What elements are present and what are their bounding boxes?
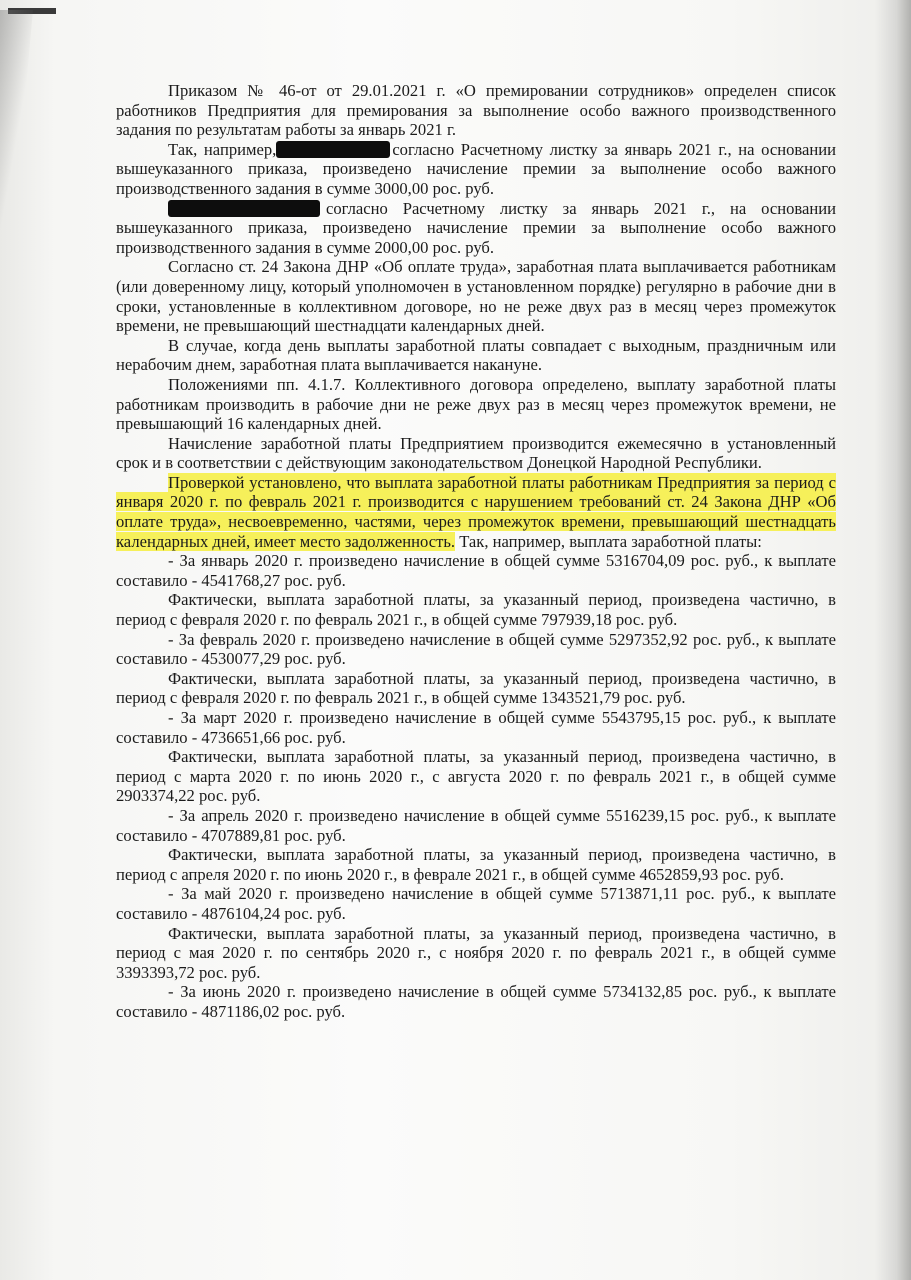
highlighted-finding: Проверкой установлено, что выплата заработной платы работникам Предприятия за период с января 2020 г. по февраль 2021 г. производится с нарушением требований ст. 24 Закона ДНР «Об оплате труда», несвоевременно, частями, через промежуток времени, превышающий шестнадцать календарных дней, имеет место задолженность. [116,472,836,551]
paragraph-example-2-rest: согласно Расчетному листку за январь 2021 г., на основании вышеуказанного приказа, произведено начисление премии за выполнение особо важного производственного задания в сумме 2000,00 рос. руб. [116,198,836,257]
item-april-accrual: - За апрель 2020 г. произведено начисление в общей сумме 5516239,15 рос. руб., к выплате составило - 4707889,81 рос. руб. [116,805,836,845]
paragraph-article-24: Согласно ст. 24 Закона ДНР «Об оплате труда», заработная плата выплачивается работникам (или доверенному лицу, который уполномочен в установленном порядке) регулярно в рабочие дни в сроки, установленные в коллективном договоре, но не реже двух раз в месяц через промежуток времени, не превышающий шестнадцати календарных дней. [116,257,836,336]
scan-edge-shadow [875,0,911,1280]
paragraph-example-1 [116,140,836,199]
document-body [116,81,836,1022]
item-march-paid: Фактически, выплата заработной платы, за указанный период, произведена частично, в период с марта 2020 г. по июнь 2020 г., с августа 2020 г. по февраль 2021 г., в общей сумме 2903374,22 рос. руб. [116,747,836,806]
item-june-accrual: - За июнь 2020 г. произведено начисление в общей сумме 5734132,85 рос. руб., к выплате составило - 4871186,02 рос. руб. [116,982,836,1021]
item-march-accrual: - За март 2020 г. произведено начисление в общей сумме 5543795,15 рос. руб., к выплате составило - 4736651,66 рос. руб. [116,708,836,747]
item-january-paid: Фактически, выплата заработной платы, за указанный период, произведена частично, в период с февраля 2020 г. по февраль 2021 г., в общей сумме 797939,18 рос. руб. [116,590,836,630]
paragraph-order-46: Приказом № 46-от от 29.01.2021 г. «О премировании сотрудников» определен список работников Предприятия для премирования за выполнение особо важного производственного задания по результатам работы за январь 2021 г. [116,81,836,140]
item-may-accrual: - За май 2020 г. произведено начисление в общей сумме 5713871,11 рос. руб., к выплате составило - 4876104,24 рос. руб. [116,884,836,923]
item-may-paid: Фактически, выплата заработной платы, за указанный период, произведена частично, в период с мая 2020 г. по сентябрь 2020 г., с ноября 2020 г. по февраль 2021 г., в общей сумме 3393393,72 рос. руб. [116,923,836,982]
item-january-accrual: - За январь 2020 г. произведено начисление в общей сумме 5316704,09 рос. руб., к выплате составило - 4541768,27 рос. руб. [116,551,836,590]
paragraph-example-1-lead: Так, например, [168,139,277,159]
paragraph-accrual: Начисление заработной платы Предприятием производится ежемесячно в установленный срок и в соответствии с действующим законодательством Донецкой Народной Республики. [116,433,836,473]
item-february-paid: Фактически, выплата заработной платы, за указанный период, произведена частично, в период с февраля 2020 г. по февраль 2021 г., в общей сумме 1343521,79 рос. руб. [116,668,836,708]
paragraph-example-1-rest: согласно Расчетному листку за январь 2021 г., на основании вышеуказанного приказа, произведено начисление премии за выполнение особо важного производственного задания в сумме 3000,00 рос. руб. [116,139,837,198]
paragraph-inspection-finding [116,473,836,551]
paragraph-example-2 [116,199,836,258]
paragraph-collective-agreement: Положениями пп. 4.1.7. Коллективного договора определено, выплату заработной платы работникам производить в рабочие дни не реже двух раз в месяц через промежуток времени, не превышающий 16 календарных дней. [116,374,836,434]
item-february-accrual: - За февраль 2020 г. произведено начисление в общей сумме 5297352,92 рос. руб., к выплате составило - 4530077,29 рос. руб. [116,629,836,669]
redacted-name-2 [168,200,320,217]
paragraph-holiday-rule: В случае, когда день выплаты заработной платы совпадает с выходным, праздничным или нерабочим днем, заработная плата выплачивается накануне. [116,335,836,375]
redacted-name-1 [276,141,390,158]
scan-artifact-shadow [0,10,60,310]
paragraph-inspection-tail: Так, например, выплата заработной платы: [455,531,762,551]
item-april-paid: Фактически, выплата заработной платы, за указанный период, произведена частично, в период с апреля 2020 г. по июнь 2020 г., в феврале 2021 г., в общей сумме 4652859,93 рос. руб. [116,845,836,884]
